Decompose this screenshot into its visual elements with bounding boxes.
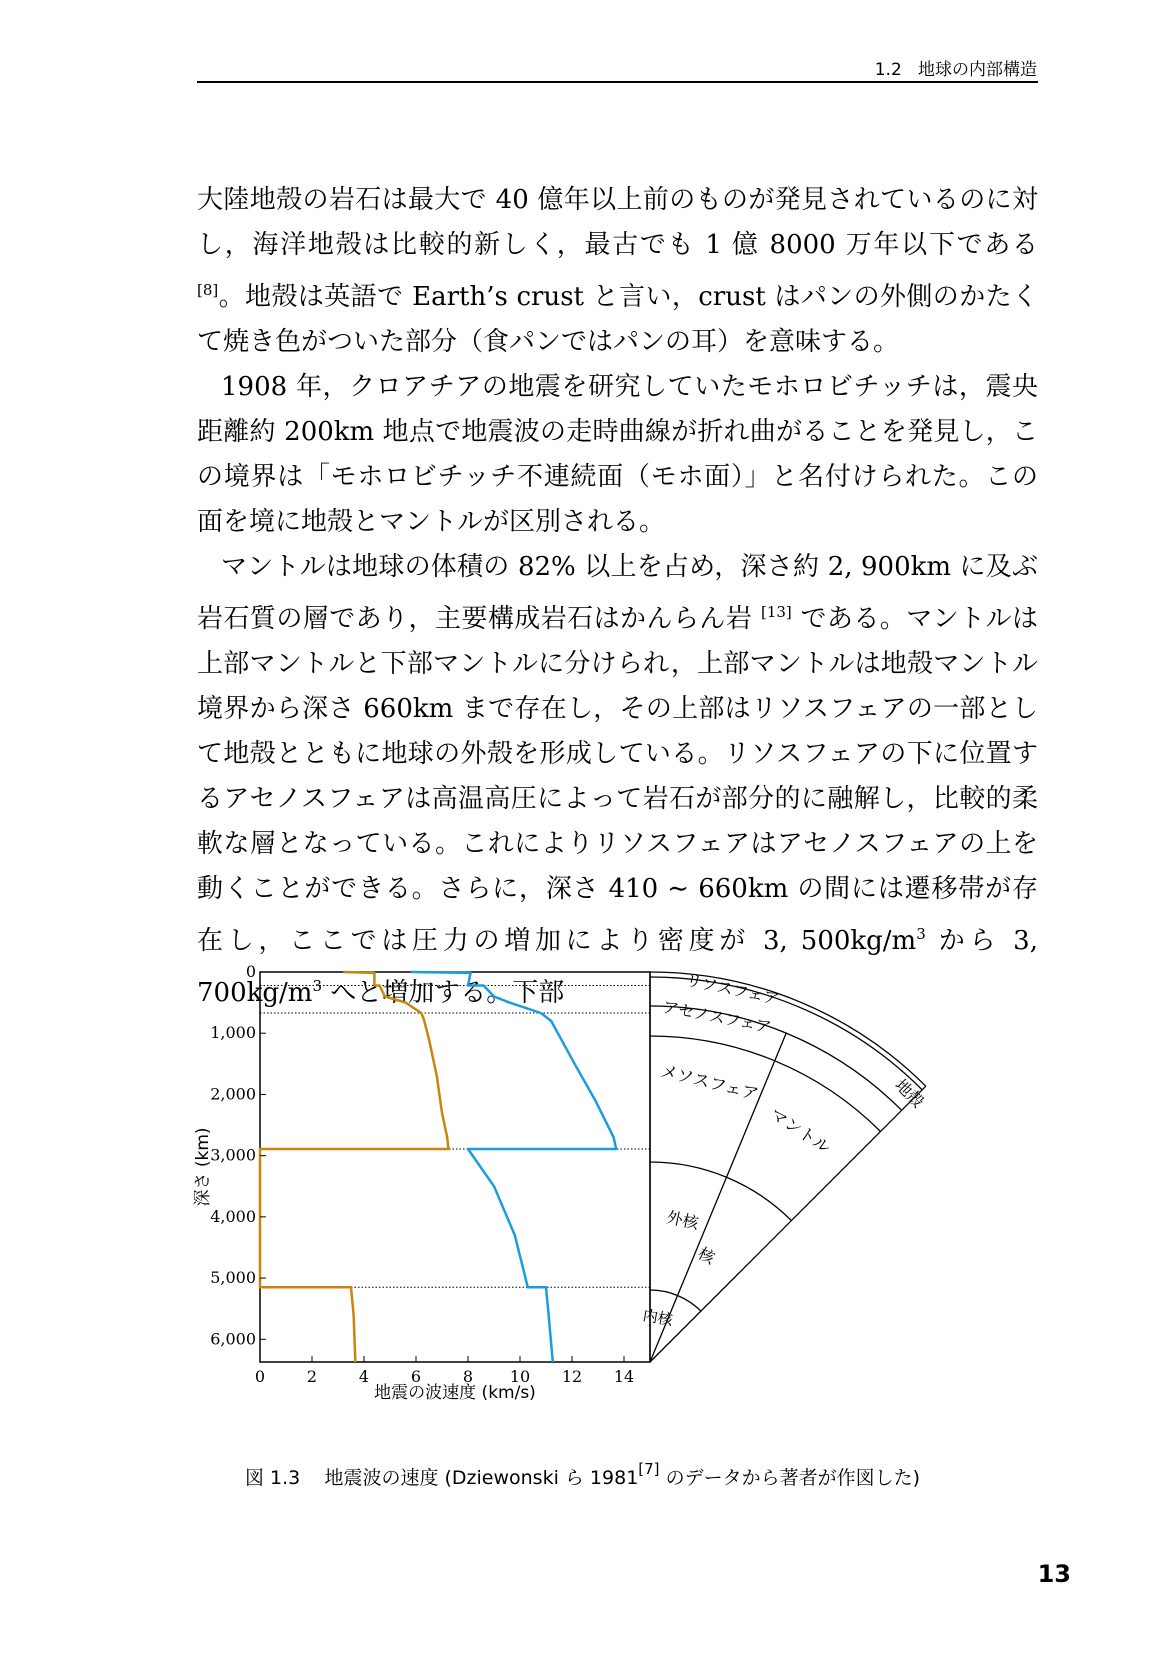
- paragraph-1: [197, 178, 1038, 365]
- section-title: 地球の内部構造: [918, 60, 1037, 80]
- figure-caption: [0, 1460, 1165, 1490]
- seismic-velocity-figure: [190, 960, 1070, 1450]
- y-axis-label: 深さ (km): [193, 1127, 213, 1207]
- paragraph-3: [197, 545, 1038, 1016]
- mesosphere-label: メソスフェア: [658, 1061, 761, 1106]
- figure-label: 図 1.3: [245, 1467, 301, 1489]
- crust-label: 地殻: [891, 1075, 928, 1112]
- x-tick-label: 12: [561, 1367, 583, 1386]
- figure-1-3: [190, 960, 1070, 1450]
- earth-cross-section: [641, 970, 927, 1362]
- running-header: [875, 55, 1037, 80]
- y-tick-label: 2,000: [210, 1084, 256, 1104]
- velocity-curves: [260, 972, 616, 1362]
- section-number: 1.2: [874, 60, 902, 80]
- caption-text-end: のデータから著者が作図した): [659, 1467, 920, 1489]
- inner-core-label: 内核: [641, 1306, 675, 1330]
- plot-frame: [260, 972, 650, 1362]
- lithosphere-label: リソスフェア: [684, 970, 781, 1009]
- superscript: 3: [312, 977, 322, 995]
- y-tick-label: 4,000: [210, 1206, 256, 1226]
- y-tick-label: 3,000: [210, 1145, 256, 1165]
- superscript: 3: [916, 925, 926, 943]
- paragraph-2: [197, 365, 1038, 545]
- y-tick-label: 1,000: [210, 1023, 256, 1043]
- velocity-series-1: [260, 972, 449, 1362]
- velocity-chart: [193, 962, 650, 1403]
- x-tick-label: 4: [358, 1367, 370, 1386]
- x-tick-label: 10: [509, 1367, 531, 1386]
- x-axis-label: 地震の波速度 (km/s): [374, 1383, 536, 1403]
- y-tick-label: 6,000: [210, 1329, 256, 1349]
- paragraph-text: である。マントルは上部マントルと下部マントルに分けられ，上部マントルは地殻マントル境界から深さ 660km まで存在し，その上部はリソスフェアの一部として地殻とともに地球の外殻を形成している。リソスフェアの下に位置するアセノスフェアは高温高圧によって岩石が部分的に融解し，比較的柔軟な層となっている。これによりリソスフェアはアセノスフェアの上を動くことができる。さらに，深さ 410 ∼ 660km の間には遷移帯が存在し，ここでは圧力の増加により密度が 3, 500kg/m: [197, 604, 1038, 956]
- header-rule: [197, 81, 1038, 83]
- y-tick-label: 0: [245, 962, 256, 981]
- paragraph-text: へと増加する。下部: [322, 978, 565, 1008]
- paragraph-text: 。地殻は英語で Earth’s crust と言い，crust はパンの外側のかたくて焼き色がついた部分（食パンではパンの耳）を意味する。: [197, 282, 1038, 357]
- velocity-series-2: [411, 972, 616, 1362]
- x-axis-ticks: [255, 1356, 634, 1386]
- mantle-label: マントル: [765, 1104, 834, 1159]
- core-label: 核: [695, 1243, 719, 1268]
- x-tick-label: 0: [254, 1367, 266, 1386]
- y-tick-label: 5,000: [210, 1268, 256, 1288]
- citation-ref: [13]: [760, 603, 792, 621]
- x-tick-label: 14: [613, 1367, 635, 1386]
- paragraph-text: マントルは地球の体積の 82% 以上を占め，深さ約 2, 900km に及ぶ岩石質の層であり，主要構成岩石はかんらん岩: [197, 552, 1038, 634]
- x-tick-label: 6: [410, 1367, 422, 1386]
- page-number: 13: [1037, 1560, 1071, 1588]
- x-tick-label: 8: [462, 1367, 474, 1386]
- citation-ref: [8]: [197, 281, 219, 299]
- body-text: [197, 178, 1038, 1016]
- caption-citation: [7]: [638, 1460, 660, 1478]
- x-tick-label: 2: [306, 1367, 318, 1386]
- layer-boundaries: [260, 985, 650, 1287]
- paragraph-text: から 3, 700kg/m: [197, 926, 1038, 1008]
- caption-text: 地震波の速度 (Dziewonski ら 1981: [324, 1467, 639, 1489]
- paragraph-text: 1908 年，クロアチアの地震を研究していたモホロビチッチは，震央距離約 200km 地点で地震波の走時曲線が折れ曲がることを発見し，この境界は「モホロビチッチ不連続面（モホ面）」と名付けられた。この面を境に地殻とマントルが区別される。: [197, 372, 1038, 537]
- y-axis-ticks: [210, 962, 266, 1348]
- outer-core-label: 外核: [665, 1207, 701, 1233]
- asthenosphere-label: アセノスフェア: [661, 997, 773, 1037]
- paragraph-text: 大陸地殻の岩石は最大で 40 億年以上前のものが発見されているのに対し，海洋地殻は比較的新しく，最古でも 1 億 8000 万年以下である: [197, 185, 1038, 260]
